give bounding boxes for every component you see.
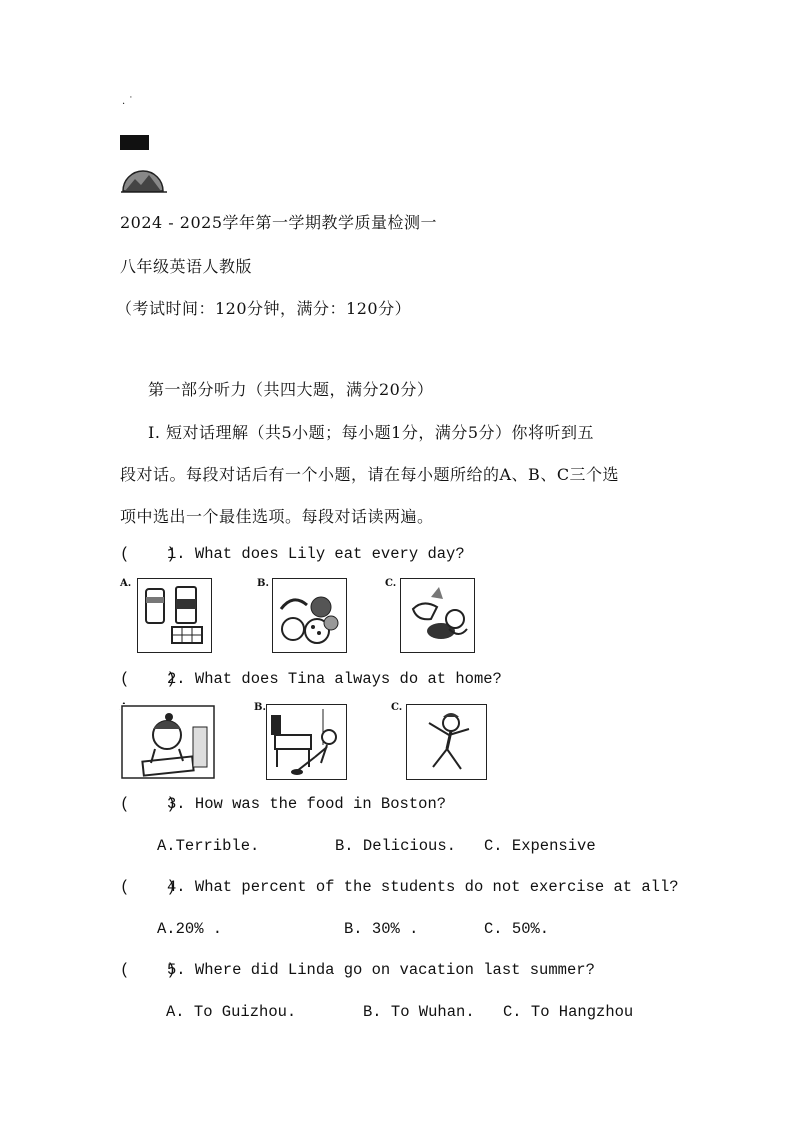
- exam-title: 2024 - 2025学年第一学期教学质量检测一: [120, 213, 438, 232]
- black-bar: [120, 135, 149, 150]
- junk-food-icon[interactable]: [137, 578, 212, 653]
- logo-icon: [121, 163, 167, 193]
- question-3-bracket[interactable]: ( ): [120, 795, 176, 813]
- q1-option-c-label: C.: [385, 578, 397, 589]
- q1-option-b-label: B.: [257, 578, 269, 589]
- sweeping-icon[interactable]: [266, 704, 347, 780]
- q5-option-a[interactable]: A. To Guizhou.: [166, 1003, 297, 1021]
- question-1-bracket[interactable]: ( ): [120, 545, 176, 563]
- question-5-text: 5. Where did Linda go on vacation last summer?: [167, 961, 595, 979]
- question-2-bracket[interactable]: ( ): [120, 670, 176, 688]
- q3-option-b[interactable]: B. Delicious.: [335, 837, 456, 855]
- fruit-icon[interactable]: [272, 578, 347, 653]
- q5-option-c[interactable]: C. To Hangzhou: [503, 1003, 634, 1021]
- exam-info: （考试时间：120分钟，满分：120分）: [116, 299, 412, 318]
- exercise-icon[interactable]: [406, 704, 487, 780]
- q4-option-b[interactable]: B. 30% .: [344, 920, 419, 938]
- instruction-line-3: 项中选出一个最佳选项。每段对话读两遍。: [120, 507, 434, 526]
- q4-option-c[interactable]: C. 50%.: [484, 920, 550, 938]
- part-heading: 第一部分听力（共四大题，满分20分）: [148, 380, 434, 399]
- q2-option-b-label: B.: [254, 702, 266, 713]
- question-4-text: 4. What percent of the students do not exercise at all?: [167, 878, 679, 896]
- q1-option-a-label: A.: [120, 578, 132, 589]
- instruction-line-2: 段对话。每段对话后有一个小题，请在每小题所给的A、B、C三个选: [120, 465, 620, 484]
- q4-option-a[interactable]: A.20% .: [157, 920, 223, 938]
- q3-option-a[interactable]: A.Terrible.: [157, 837, 260, 855]
- question-4-bracket[interactable]: ( ): [120, 878, 176, 896]
- homework-icon[interactable]: [120, 704, 216, 780]
- question-5-bracket[interactable]: ( ): [120, 961, 176, 979]
- q5-option-b[interactable]: B. To Wuhan.: [363, 1003, 475, 1021]
- corner-dots: . ˙: [122, 96, 134, 107]
- exam-subtitle: 八年级英语人教版: [120, 257, 253, 276]
- question-3-text: 3. How was the food in Boston?: [167, 795, 447, 813]
- q2-option-c-label: C.: [391, 702, 403, 713]
- vegetables-icon[interactable]: [400, 578, 475, 653]
- question-2-text: 2. What does Tina always do at home?: [167, 670, 502, 688]
- q3-option-c[interactable]: C. Expensive: [484, 837, 596, 855]
- question-1-text: 1. What does Lily eat every day?: [167, 545, 465, 563]
- instruction-line-1: I. 短对话理解（共5小题；每小题1分，满分5分）你将听到五: [148, 423, 595, 442]
